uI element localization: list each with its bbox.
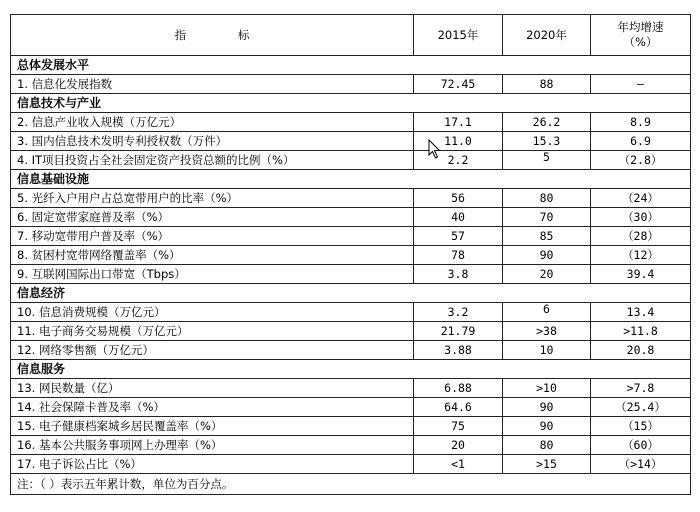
table-row [11, 151, 691, 170]
value-2020: 80 [503, 189, 591, 208]
indicator-name: 7. 移动宽带用户普及率（%） [11, 227, 414, 246]
table-row [11, 132, 691, 151]
table-row [11, 265, 691, 284]
indicator-name: 11. 电子商务交易规模（万亿元） [11, 322, 414, 341]
indicator-name: 12. 网络零售额（万亿元） [11, 341, 414, 360]
value-2015: 6.88 [414, 379, 503, 398]
value-2020: 15.3 [503, 132, 591, 151]
table-row [11, 75, 691, 94]
value-2015: 78 [414, 246, 503, 265]
value-growth-rate: （28） [591, 227, 691, 246]
value-growth-rate: （30） [591, 208, 691, 227]
indicator-name: 10. 信息消费规模（万亿元） [11, 303, 414, 322]
value-2015: 75 [414, 417, 503, 436]
section-title: 总体发展水平 [11, 56, 691, 75]
table-row [11, 113, 691, 132]
value-growth-rate: （12） [591, 246, 691, 265]
indicator-name: 17. 电子诉讼占比（%） [11, 455, 414, 474]
table-row [11, 417, 691, 436]
indicator-name: 9. 互联网国际出口带宽（Tbps） [11, 265, 414, 284]
value-2020: 10 [503, 341, 591, 360]
section-row [11, 94, 691, 113]
value-2020: >10 [503, 379, 591, 398]
table-row [11, 341, 691, 360]
section-row [11, 56, 691, 75]
value-2020: >38 [503, 322, 591, 341]
value-2015: 3.88 [414, 341, 503, 360]
value-2020: 90 [503, 246, 591, 265]
indicator-name: 8. 贫困村宽带网络覆盖率（%） [11, 246, 414, 265]
value-growth-rate: 8.9 [591, 113, 691, 132]
indicator-name: 14. 社会保障卡普及率（%） [11, 398, 414, 417]
table-row [11, 379, 691, 398]
header-indicator: 指 标 [11, 15, 414, 56]
value-growth-rate: （15） [591, 417, 691, 436]
value-2020: 80 [503, 436, 591, 455]
value-growth-rate: >11.8 [591, 322, 691, 341]
value-2020: 70 [503, 208, 591, 227]
value-growth-rate: （24） [591, 189, 691, 208]
indicator-name: 2. 信息产业收入规模（万亿元） [11, 113, 414, 132]
section-title: 信息经济 [11, 284, 691, 303]
value-2015: 20 [414, 436, 503, 455]
value-2015: 17.1 [414, 113, 503, 132]
value-growth-rate: 20.8 [591, 341, 691, 360]
table-note: 注：（ ）表示五年累计数，单位为百分点。 [11, 474, 691, 495]
value-2020: 20 [503, 265, 591, 284]
section-title: 信息基础设施 [11, 170, 691, 189]
value-2020: 88 [503, 75, 591, 94]
table-body [11, 56, 691, 474]
table-header-row [11, 15, 691, 56]
value-2015: 57 [414, 227, 503, 246]
value-2020: 5 [503, 151, 591, 170]
value-2015: 21.79 [414, 322, 503, 341]
value-growth-rate: （>14） [591, 455, 691, 474]
value-growth-rate: >7.8 [591, 379, 691, 398]
value-growth-rate: 13.4 [591, 303, 691, 322]
table-row [11, 227, 691, 246]
table-row [11, 322, 691, 341]
indicator-name: 3. 国内信息技术发明专利授权数（万件） [11, 132, 414, 151]
table-note-row [11, 474, 691, 495]
table-row [11, 189, 691, 208]
header-2020: 2020年 [503, 15, 591, 56]
indicator-name: 15. 电子健康档案城乡居民覆盖率（%） [11, 417, 414, 436]
indicator-name: 5. 光纤入户用户占总宽带用户的比率（%） [11, 189, 414, 208]
value-2020: 85 [503, 227, 591, 246]
header-2015: 2015年 [414, 15, 503, 56]
table-row [11, 303, 691, 322]
mouse-pointer-icon [428, 139, 442, 159]
value-2020: >15 [503, 455, 591, 474]
value-2015: 64.6 [414, 398, 503, 417]
section-title: 信息技术与产业 [11, 94, 691, 113]
value-2020: 6 [503, 303, 591, 322]
value-growth-rate: 39.4 [591, 265, 691, 284]
indicator-name: 16. 基本公共服务事项网上办理率（%） [11, 436, 414, 455]
value-2015: 3.8 [414, 265, 503, 284]
value-2020: 26.2 [503, 113, 591, 132]
indicator-name: 6. 固定宽带家庭普及率（%） [11, 208, 414, 227]
header-growth-rate-line2: （%） [623, 35, 658, 49]
value-2015: 3.2 [414, 303, 503, 322]
section-row [11, 284, 691, 303]
indicator-name: 13. 网民数量（亿） [11, 379, 414, 398]
header-growth-rate [591, 15, 691, 56]
value-2015: <1 [414, 455, 503, 474]
table-row [11, 455, 691, 474]
indicators-table [10, 14, 691, 495]
table-row [11, 398, 691, 417]
section-row [11, 170, 691, 189]
value-growth-rate: 6.9 [591, 132, 691, 151]
section-row [11, 360, 691, 379]
indicator-name: 4. IT项目投资占全社会固定资产投资总额的比例（%） [11, 151, 414, 170]
value-2015: 40 [414, 208, 503, 227]
value-2015: 2.2 [414, 151, 503, 170]
indicator-name: 1. 信息化发展指数 [11, 75, 414, 94]
value-growth-rate: （2.8） [591, 151, 691, 170]
table-row [11, 208, 691, 227]
value-2020: 90 [503, 398, 591, 417]
value-2015: 56 [414, 189, 503, 208]
value-2015: 11.0 [414, 132, 503, 151]
table-row [11, 436, 691, 455]
header-growth-rate-line1: 年均增速 [617, 20, 664, 34]
value-growth-rate: — [591, 75, 691, 94]
value-2015: 72.45 [414, 75, 503, 94]
section-title: 信息服务 [11, 360, 691, 379]
table-row [11, 246, 691, 265]
value-growth-rate: （60） [591, 436, 691, 455]
value-2020: 90 [503, 417, 591, 436]
value-growth-rate: （25.4） [591, 398, 691, 417]
